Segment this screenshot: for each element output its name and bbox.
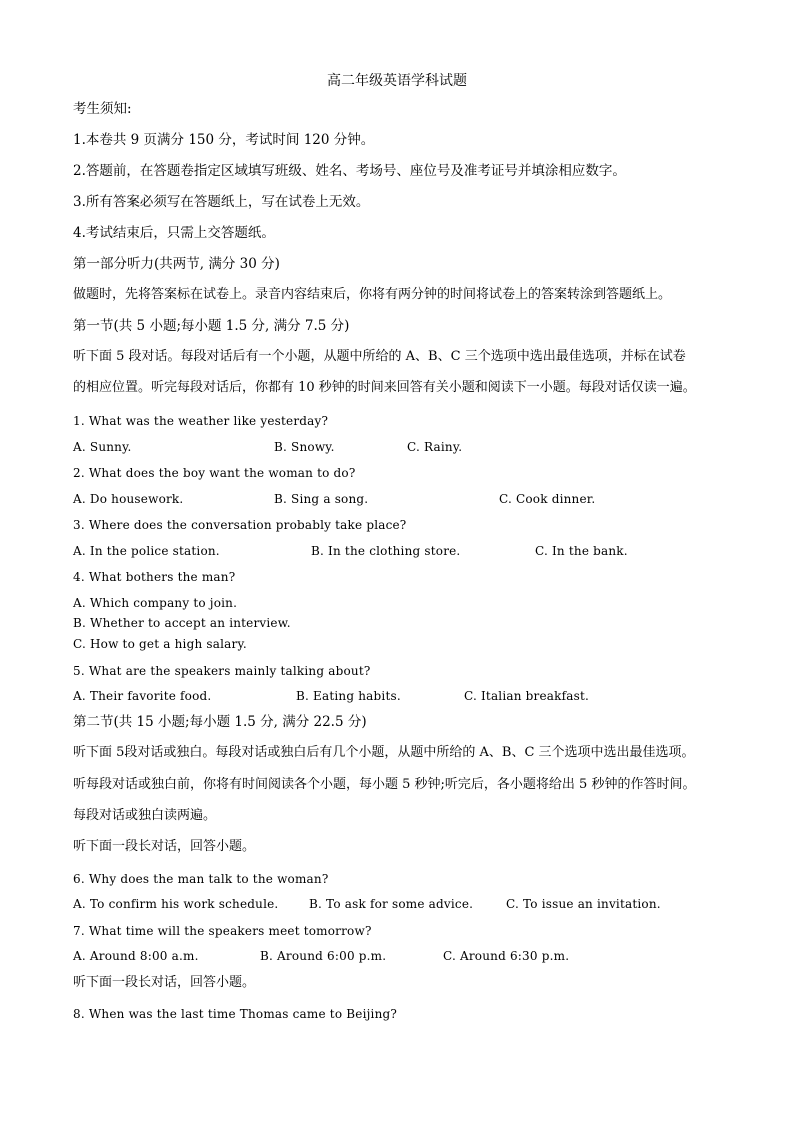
part1-heading: 第一部分听力(共两节, 满分 30 分) (73, 256, 280, 272)
notice-item-2: 2.答题前，在答题卷指定区域填写班级、姓名、考场号、座位号及准考证号并填涂相应数字。 (73, 163, 626, 179)
section2-heading: 第二节(共 15 小题;每小题 1.5 分, 满分 22.5 分) (73, 714, 367, 730)
q2-option-b: B. Sing a song. (274, 492, 369, 506)
q3-option-c: C. In the bank. (535, 544, 628, 558)
question-4: 4. What bothers the man? (73, 570, 236, 584)
q4-option-b: B. Whether to accept an interview. (73, 616, 291, 630)
q2-option-a: A. Do housework. (73, 492, 184, 506)
q7-option-b: B. Around 6:00 p.m. (260, 949, 387, 963)
q6-option-a: A. To confirm his work schedule. (73, 897, 279, 911)
question-8: 8. When was the last time Thomas came to Beijing? (73, 1007, 398, 1021)
section1-instruction-2: 的相应位置。听完每段对话后，你都有 10 秒钟的时间来回答有关小题和阅读下一小题。每段对话仅读一遍。 (73, 380, 696, 395)
notice-item-4: 4.考试结束后，只需上交答题纸。 (73, 225, 275, 241)
section1-heading: 第一节(共 5 小题;每小题 1.5 分, 满分 7.5 分) (73, 318, 350, 334)
section1-instruction-1: 听下面 5 段对话。每段对话后有一个小题，从题中所给的 A、B、C 三个选项中选出最佳选项，并标在试卷 (73, 349, 686, 364)
q6-option-c: C. To issue an invitation. (506, 897, 661, 911)
section2-instruction-3: 每段对话或独白读两遍。 (73, 808, 217, 823)
question-2: 2. What does the boy want the woman to do? (73, 466, 356, 480)
dialog-prompt-1: 听下面一段长对话，回答小题。 (73, 839, 256, 854)
notice-item-3: 3.所有答案必须写在答题纸上，写在试卷上无效。 (73, 194, 370, 210)
q3-option-b: B. In the clothing store. (311, 544, 461, 558)
q2-option-c: C. Cook dinner. (499, 492, 596, 506)
question-3: 3. Where does the conversation probably take place? (73, 518, 407, 532)
q4-option-c: C. How to get a high salary. (73, 637, 247, 651)
notice-item-1: 1.本卷共 9 页满分 150 分，考试时间 120 分钟。 (73, 132, 375, 148)
notice-heading: 考生须知: (73, 101, 132, 117)
section2-instruction-1: 听下面 5段对话或独白。每段对话或独白后有几个小题，从题中所给的 A、B、C 三个选项中选出最佳选项。 (73, 745, 695, 760)
question-6: 6. Why does the man talk to the woman? (73, 872, 329, 886)
part1-instruction: 做题时，先将答案标在试卷上。录音内容结束后，你将有两分钟的时间将试卷上的答案转涂到答题纸上。 (73, 287, 672, 302)
question-7: 7. What time will the speakers meet tomorrow? (73, 924, 372, 938)
dialog-prompt-2: 听下面一段长对话，回答小题。 (73, 975, 256, 990)
page-title: 高二年级英语学科试题 (327, 73, 467, 89)
question-1: 1. What was the weather like yesterday? (73, 414, 329, 428)
q1-option-b: B. Snowy. (274, 440, 335, 454)
question-5: 5. What are the speakers mainly talking about? (73, 664, 371, 678)
q4-option-a: A. Which company to join. (73, 596, 238, 610)
q5-option-b: B. Eating habits. (296, 689, 401, 703)
q7-option-c: C. Around 6:30 p.m. (443, 949, 570, 963)
q1-option-c: C. Rainy. (407, 440, 463, 454)
section2-instruction-2: 听每段对话或独白前，你将有时间阅读各个小题，每小题 5 秒钟;听完后，各小题将给出 5 秒钟的作答时间。 (73, 777, 696, 792)
q5-option-a: A. Their favorite food. (73, 689, 212, 703)
q7-option-a: A. Around 8:00 a.m. (73, 949, 199, 963)
q6-option-b: B. To ask for some advice. (309, 897, 474, 911)
q5-option-c: C. Italian breakfast. (464, 689, 590, 703)
q3-option-a: A. In the police station. (73, 544, 220, 558)
q1-option-a: A. Sunny. (73, 440, 132, 454)
